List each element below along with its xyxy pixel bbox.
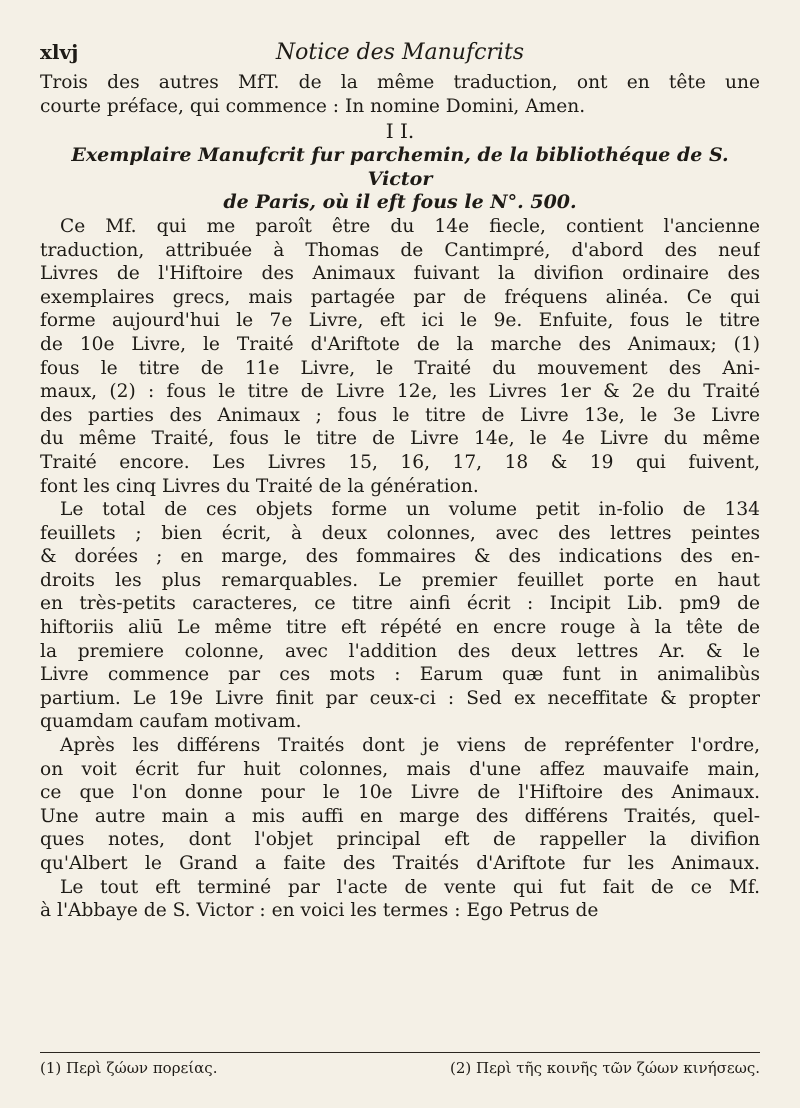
text-line: Le total de ces objets forme un volume petit in-folio de 134 [60, 499, 760, 521]
text-line: courte préface, qui commence : In nomine Domini, Amen. [40, 95, 586, 117]
paragraph-block [40, 215, 760, 923]
text-line: Le tout eft terminé par l'acte de vente qui fut fait de ce Mf. [60, 876, 760, 898]
text-line: hiftoriis aliū Le même titre eft répété en encre rouge à la tête de [40, 617, 760, 639]
page-number: xlvj [40, 40, 79, 64]
text-line: traduction, attribuée à Thomas de Cantimpré, d'abord des neuf [40, 239, 760, 261]
section-number: I I. [385, 119, 415, 144]
text-line: partium. Le 19e Livre finit par ceux-ci : Sed ex neceffitate & propter [40, 687, 760, 709]
text-line: quamdam caufam motivam. [40, 711, 302, 733]
footnote-1: (1) Περὶ ζώων πορείας. [40, 1059, 218, 1077]
text-line: à l'Abbaye de S. Victor : en voici les termes : Ego Petrus de [40, 900, 599, 922]
text-line: du même Traité, fous le titre de Livre 14e, le 4e Livre du même [40, 428, 760, 450]
section-title-line-1: Exemplaire Manufcrit fur parchemin, de la bibliothéque de S. Victor [71, 144, 729, 190]
page-header [0, 40, 800, 70]
footnote-2: (2) Περὶ τῆς κοινῆς τῶν ζώων κινήσεως. [449, 1059, 760, 1077]
text-line: ce que l'on donne pour le 10e Livre de l'Hiftoire des Animaux. [40, 782, 760, 804]
footnotes [40, 1052, 760, 1077]
text-line: de 10e Livre, le Traité d'Ariftote de la marche des Animaux; (1) [40, 333, 760, 355]
text-line: fous le titre de 11e Livre, le Traité du mouvement des Ani- [40, 357, 760, 379]
text-line: Après les différens Traités dont je viens de repréfenter l'ordre, [60, 735, 760, 757]
text-line: exemplaires grecs, mais partagée par de fréquens alinéa. Ce qui [40, 286, 760, 308]
text-line: Livre commence par ces mots : Earum quæ funt in animalibùs [40, 664, 760, 686]
text-line: Traité encore. Les Livres 15, 16, 17, 18 & 19 qui fuivent, [40, 451, 760, 473]
text-line: Une autre main a mis auffi en marge des différens Traités, quel- [40, 805, 760, 827]
text-line: des parties des Animaux ; fous le titre de Livre 13e, le 3e Livre [40, 404, 760, 426]
text-line: font les cinq Livres du Traité de la génération. [40, 475, 479, 497]
text-line: feuillets ; bien écrit, à deux colonnes, avec des lettres peintes [40, 522, 760, 544]
text-line: Trois des autres MfT. de la même traduction, ont en tête une [40, 72, 760, 93]
running-title: Notice des Manufcrits [275, 40, 525, 65]
text-line: en très-petits caracteres, ce titre ainfi écrit : Incipit Lib. pm9 de [40, 593, 760, 615]
text-line: maux, (2) : fous le titre de Livre 12e, les Livres 1er & 2e du Traité [40, 381, 760, 403]
text-line: Livres de l'Hiftoire des Animaux fuivant la divifion ordinaire des [40, 263, 760, 285]
text-line: droits les plus remarquables. Le premier feuillet porte en haut [40, 569, 760, 591]
text-line: on voit écrit fur huit colonnes, mais d'une affez mauvaife main, [40, 758, 760, 780]
text-line: & dorées ; en marge, des fommaires & des indications des en- [40, 546, 760, 568]
text-line: qu'Albert le Grand a faite des Traités d'Ariftote fur les Animaux. [40, 853, 760, 874]
text-line: Ce Mf. qui me paroît être du 14e fiecle, contient l'ancienne [60, 215, 760, 237]
text-line: ques notes, dont l'objet principal eft de rappeller la divifion [40, 829, 760, 851]
text-line: forme aujourd'hui le 7e Livre, eft ici le 9e. Enfuite, fous le titre [40, 310, 760, 332]
body-text [40, 71, 760, 923]
text-line: la premiere colonne, avec l'addition des deux lettres Ar. & le [40, 640, 760, 662]
section-title-line-2: de Paris, où il eft fous le N°. 500. [223, 191, 577, 214]
